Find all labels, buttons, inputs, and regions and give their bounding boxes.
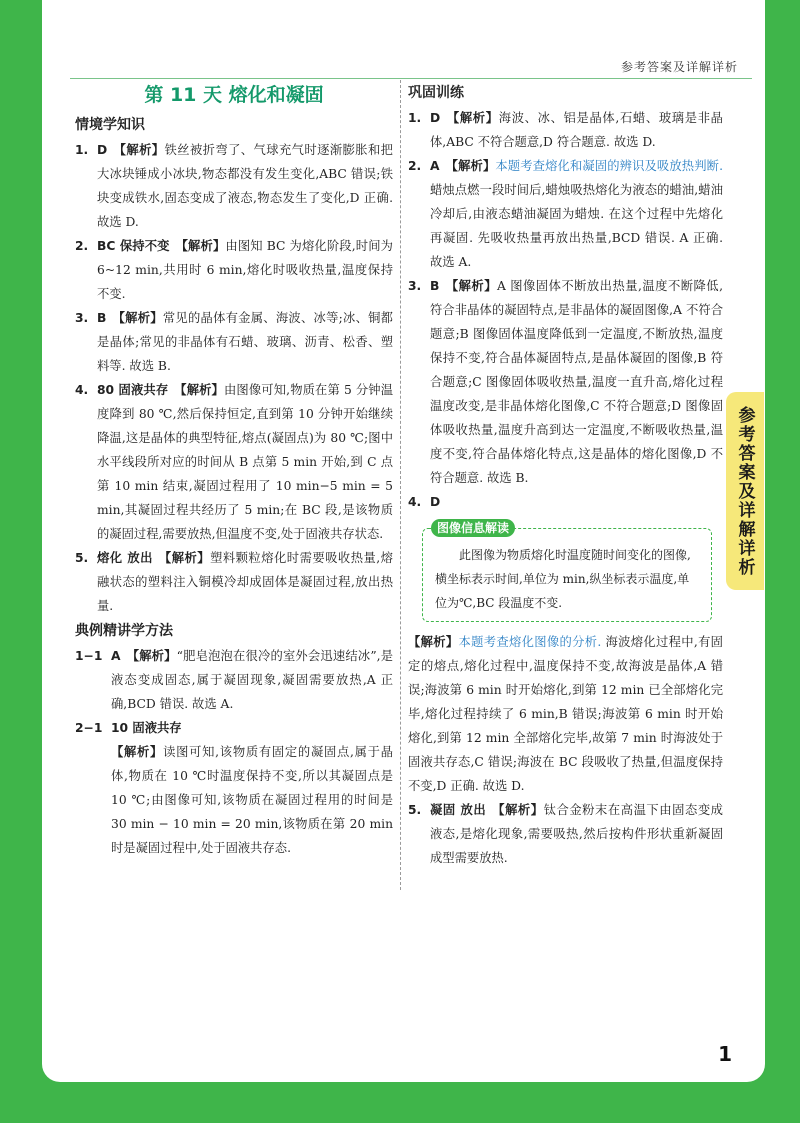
explain-tag: 【解析】 [446, 111, 499, 125]
item-answer: D [97, 143, 108, 157]
explain-tag: 【解析】 [112, 311, 163, 325]
explain-tag: 【解析】 [175, 239, 226, 253]
page-number: 1 [718, 1042, 732, 1066]
item-number: 1. [408, 111, 422, 125]
column-divider [400, 80, 401, 890]
item-number: 2. [408, 159, 422, 173]
item-number: 5. [408, 803, 422, 817]
explain-text: 钛合金粉末在高温下由固态变成液态,是熔化现象,需要吸热,然后按构件形状重新凝固成型需要放热. [430, 803, 723, 865]
explain-text: 塑料颗粒熔化时需要吸收热量,熔融状态的塑料注入铜模冷却成固体是凝固过程,放出热量. [97, 551, 393, 613]
answer-item [408, 798, 723, 870]
explain-tag: 【解析】 [408, 635, 459, 649]
answer-item [75, 644, 393, 716]
answer-item [408, 154, 723, 274]
explain-tag: 【解析】 [111, 745, 164, 759]
explain-tag: 【解析】 [445, 279, 497, 293]
item-answer: 10 固液共存 [111, 721, 182, 735]
item-number: 5. [75, 551, 89, 565]
explain-tag: 【解析】 [126, 649, 177, 663]
explain-text: “肥皂泡泡在很冷的室外会迅速结冰”,是液态变成固态,属于凝固现象,凝固需要放热,A 正确,BCD 错误. 故选 A. [111, 649, 393, 711]
info-box-text: 此图像为物质熔化时温度随时间变化的图像,横坐标表示时间,单位为 min,纵坐标表示温度,单位为℃,BC 段温度不变. [435, 548, 691, 610]
item-number: 2−1 [75, 721, 103, 735]
explain-text: A 图像固体不断放出热量,温度不断降低,符合非晶体的凝固特点,是非晶体的凝固图像,A 不符合题意;B 图像固体温度降低到一定温度,不断放热,温度保持不变,符合晶体凝固特点,是晶体凝固的图像,B 符合题意;C 图像固体吸收热量,温度一直升高,熔化过程温度改变,是非晶体熔化图像,C 不符合题意;D 图像固体吸收热量,温度升高到达一定温度,不断吸收热量,温度不变,符合晶体熔化特点,这是晶体的熔化图像,D 不符合题意. 故选 B. [430, 279, 723, 485]
header-text: 参考答案及详解详析 [620, 60, 738, 74]
explain-highlight: 本题考查熔化图像的分析. [458, 635, 602, 649]
explain-text: 铁丝被折弯了、气球充气时逐渐膨胀和把大冰块锤成小冰块,物态都没有发生变化,ABC 错误;铁块变成铁水,固态变成了液态,物态发生了变化,D 正确. 故选 D. [97, 143, 393, 229]
item-answer: A [430, 159, 440, 173]
section-heading: 巩固训练 [408, 85, 464, 101]
answer-item [408, 490, 723, 514]
item-number: 3. [75, 311, 89, 325]
page-title: 第 11 天 熔化和凝固 [144, 84, 324, 106]
right-column [408, 80, 723, 870]
explain-text: 海波、冰、铝是晶体,石蜡、玻璃是非晶体,ABC 不符合题意,D 符合题意. 故选 D. [430, 111, 723, 149]
left-column [75, 80, 393, 860]
explain-text: 读图可知,该物质有固定的凝固点,属于晶体,物质在 10 ℃时温度保持不变,所以其凝固点是 10 ℃;由图像可知,该物质在凝固过程用的时间是 30 min − 10 min = 20 min,该物质在第 20 min 时是凝固过程中,处于固液共存态. [111, 745, 393, 855]
info-box [422, 521, 712, 622]
explain-tag: 【解析】 [158, 551, 211, 565]
info-box-title: 图像信息解读 [431, 519, 515, 537]
item-answer: D [430, 111, 441, 125]
explain-tag: 【解析】 [445, 159, 496, 173]
explain-block [408, 630, 723, 798]
section-heading: 典例精讲学方法 [75, 623, 173, 639]
explain-highlight: 本题考查熔化和凝固的辨识及吸放热判断. [495, 159, 723, 173]
answer-item [75, 234, 393, 306]
item-number: 1−1 [75, 649, 103, 663]
explain-text: 蜡烛点燃一段时间后,蜡烛吸热熔化为液态的蜡油,蜡油冷却后,由液态蜡油凝固为蜡烛. 在这个过程中先熔化再凝固. 先吸收热量再放出热量,BCD 错误. A 正确. 故选 A. [430, 183, 723, 269]
item-answer: B [430, 279, 440, 293]
explain-text: 常见的晶体有金属、海波、冰等;冰、铜都是晶体;常见的非晶体有石蜡、玻璃、沥青、松香、塑料等. 故选 B. [97, 311, 393, 373]
answer-item [75, 716, 393, 860]
explain-tag: 【解析】 [174, 383, 224, 397]
section-heading: 情境学知识 [75, 117, 145, 133]
item-answer: B [97, 311, 107, 325]
explain-text: 海波熔化过程中,有固定的熔点,熔化过程中,温度保持不变,故海波是晶体,A 错误;海波第 6 min 时开始熔化,到第 12 min 已全部熔化完毕,熔化过程持续了 6 min,B 错误;海波第 6 min 时开始熔化,到第 12 min 全部熔化完毕,故第 7 min 时海波处于固液共存态,C 错误;海波在 BC 段吸收了热量,但温度保持不变,D 正确. 故选 D. [408, 635, 723, 793]
answer-item [75, 378, 393, 546]
item-number: 3. [408, 279, 422, 293]
explain-text: 由图像可知,物质在第 5 分钟温度降到 80 ℃,然后保持恒定,直到第 10 分钟开始继续降温,这是晶体的典型特征,熔点(凝固点)为 80 ℃;图中水平线段所对应的时间从 B 点第 5 min 开始,到 C 点第 10 min 结束,凝固过程用了 10 min−5 min = 5 min,其凝固过程共经历了 5 min;在 BC 段,是该物质的凝固过程,需要放热,但温度不变,处于固液共存状态. [97, 383, 393, 541]
explain-text: 由图知 BC 为熔化阶段,时间为 6~12 min,共用时 6 min,熔化时吸收热量,温度保持不变. [97, 239, 393, 301]
item-answer: 熔化 放出 [97, 551, 153, 565]
item-answer: D [430, 495, 441, 509]
explain-tag: 【解析】 [492, 803, 544, 817]
answer-item [75, 138, 393, 234]
item-number: 4. [408, 495, 422, 509]
side-tab[interactable]: 参考答案及详解详析 [726, 392, 764, 590]
item-answer: 80 固液共存 [97, 383, 169, 397]
item-number: 4. [75, 383, 89, 397]
item-number: 2. [75, 239, 89, 253]
answer-item [408, 274, 723, 490]
item-answer: BC 保持不变 [97, 239, 170, 253]
explain-tag: 【解析】 [113, 143, 165, 157]
answer-item [408, 106, 723, 154]
item-number: 1. [75, 143, 89, 157]
item-answer: 凝固 放出 [430, 803, 487, 817]
answer-item [75, 306, 393, 378]
header-rule [70, 78, 752, 79]
answer-item [75, 546, 393, 618]
item-answer: A [111, 649, 121, 663]
